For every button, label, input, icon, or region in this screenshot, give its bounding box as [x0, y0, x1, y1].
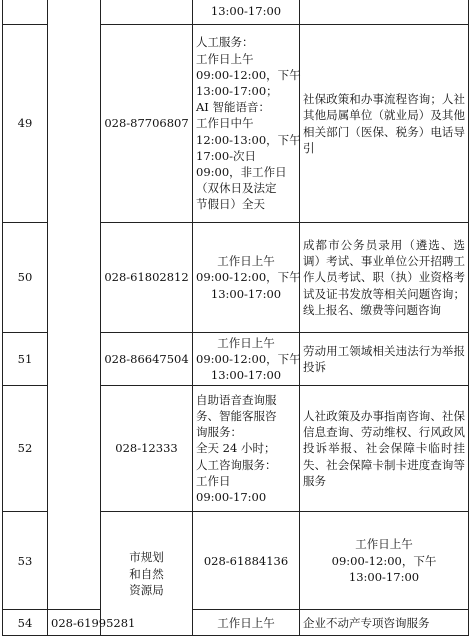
- hours-line: 人工咨询服务：: [196, 457, 277, 472]
- hours-line: 节假日）全天: [196, 197, 265, 212]
- phone-number: 028-61884136: [193, 512, 300, 610]
- scope-text: 社保政策和办事流程咨询；人社其他局属单位（就业局）及其他相关部门（医保、税务）电话导引: [303, 92, 465, 155]
- row-number: 50: [3, 223, 48, 333]
- hours-line: 工作日上午: [355, 537, 413, 552]
- phone-number: [101, 0, 193, 25]
- hours-line: 12:00-13:00，下午: [196, 132, 301, 147]
- unit-name-line: 市规划: [129, 550, 164, 565]
- service-hours: [193, 386, 300, 512]
- scope-text: 企业不动产专项咨询服务: [303, 615, 430, 630]
- hours-line: AI 智能语音：: [196, 100, 271, 115]
- phone-number: 028-87706807: [101, 25, 193, 223]
- hours-line: 13:00-17:00: [210, 4, 282, 19]
- phone-number: 028-12333: [101, 386, 193, 512]
- service-scope: [300, 610, 469, 636]
- hours-line: 人工服务：: [196, 35, 254, 50]
- row-number: [3, 0, 48, 25]
- table-row: [3, 0, 469, 25]
- hours-line: 工作日上午: [217, 254, 275, 269]
- hours-line: 13:00-17:00: [210, 286, 282, 301]
- scope-text: 成都市公务员录用（遴选、选调）考试、事业单位公开招聘工作人员考试、职（执）业资格考试及证书发放等相关问题咨询；线上报名、缴费等问题咨询: [303, 237, 465, 317]
- hours-line: （双休日及法定: [196, 181, 277, 196]
- service-scope: [300, 25, 469, 223]
- table-row: [3, 610, 469, 636]
- service-scope: [300, 0, 469, 25]
- scope-text: 人社政策及办事指南咨询、社保信息查询、劳动维权、行风政风投诉举报、社会保障卡临时挂失、社会保障卡制卡进度查询等服务: [303, 408, 465, 488]
- hours-line: 09:00-12:00，下午: [196, 351, 301, 366]
- phone-number: 028-61995281: [48, 610, 101, 636]
- hours-line: 询服务：: [196, 425, 242, 440]
- hours-line: 工作日上午: [196, 51, 254, 66]
- hours-line: 工作日中午: [196, 116, 254, 131]
- service-hours: [300, 512, 469, 610]
- service-hotline-table: [2, 0, 469, 636]
- scope-text: 劳动用工领域相关违法行为举报投诉: [303, 343, 465, 374]
- hours-line: 09:00-12:00，下午: [196, 67, 301, 82]
- phone-number: 028-86647504: [101, 333, 193, 386]
- service-hours: [193, 610, 300, 636]
- hours-line: 自助语音查询服: [196, 392, 277, 407]
- hours-line: 17:00-次日: [196, 148, 257, 163]
- hours-line: 09:00-12:00，下午: [331, 553, 437, 568]
- row-number: 53: [3, 512, 48, 610]
- hours-line: 工作日: [196, 473, 231, 488]
- phone-number: 028-61802812: [101, 223, 193, 333]
- hours-line: 13:00-17:00: [210, 368, 282, 383]
- service-hours: [193, 223, 300, 333]
- service-hours: [193, 0, 300, 25]
- hours-line: 全天 24 小时；: [196, 441, 276, 456]
- hours-line: 13:00-17:00；: [196, 83, 278, 98]
- service-hours: [193, 333, 300, 386]
- hours-line: 工作日上午: [217, 615, 275, 630]
- row-number: 54: [3, 610, 48, 636]
- service-hours: [193, 25, 300, 223]
- hours-line: 09:00-12:00，下午: [196, 270, 301, 285]
- unit-cell: [48, 0, 101, 610]
- service-scope: [300, 333, 469, 386]
- hours-line: 09:00-17:00: [196, 490, 267, 504]
- unit-name-line: 和自然: [129, 566, 164, 581]
- service-scope: [300, 223, 469, 333]
- unit-name-line: 资源局: [129, 582, 164, 597]
- row-number: 49: [3, 25, 48, 223]
- hours-line: 13:00-17:00: [348, 569, 420, 584]
- hours-line: 务、智能客服咨: [196, 408, 277, 423]
- hours-line: 工作日上午: [217, 335, 275, 350]
- row-number: 51: [3, 333, 48, 386]
- row-number: 52: [3, 386, 48, 512]
- hours-line: 09:00，非工作日: [196, 165, 287, 179]
- service-scope: [300, 386, 469, 512]
